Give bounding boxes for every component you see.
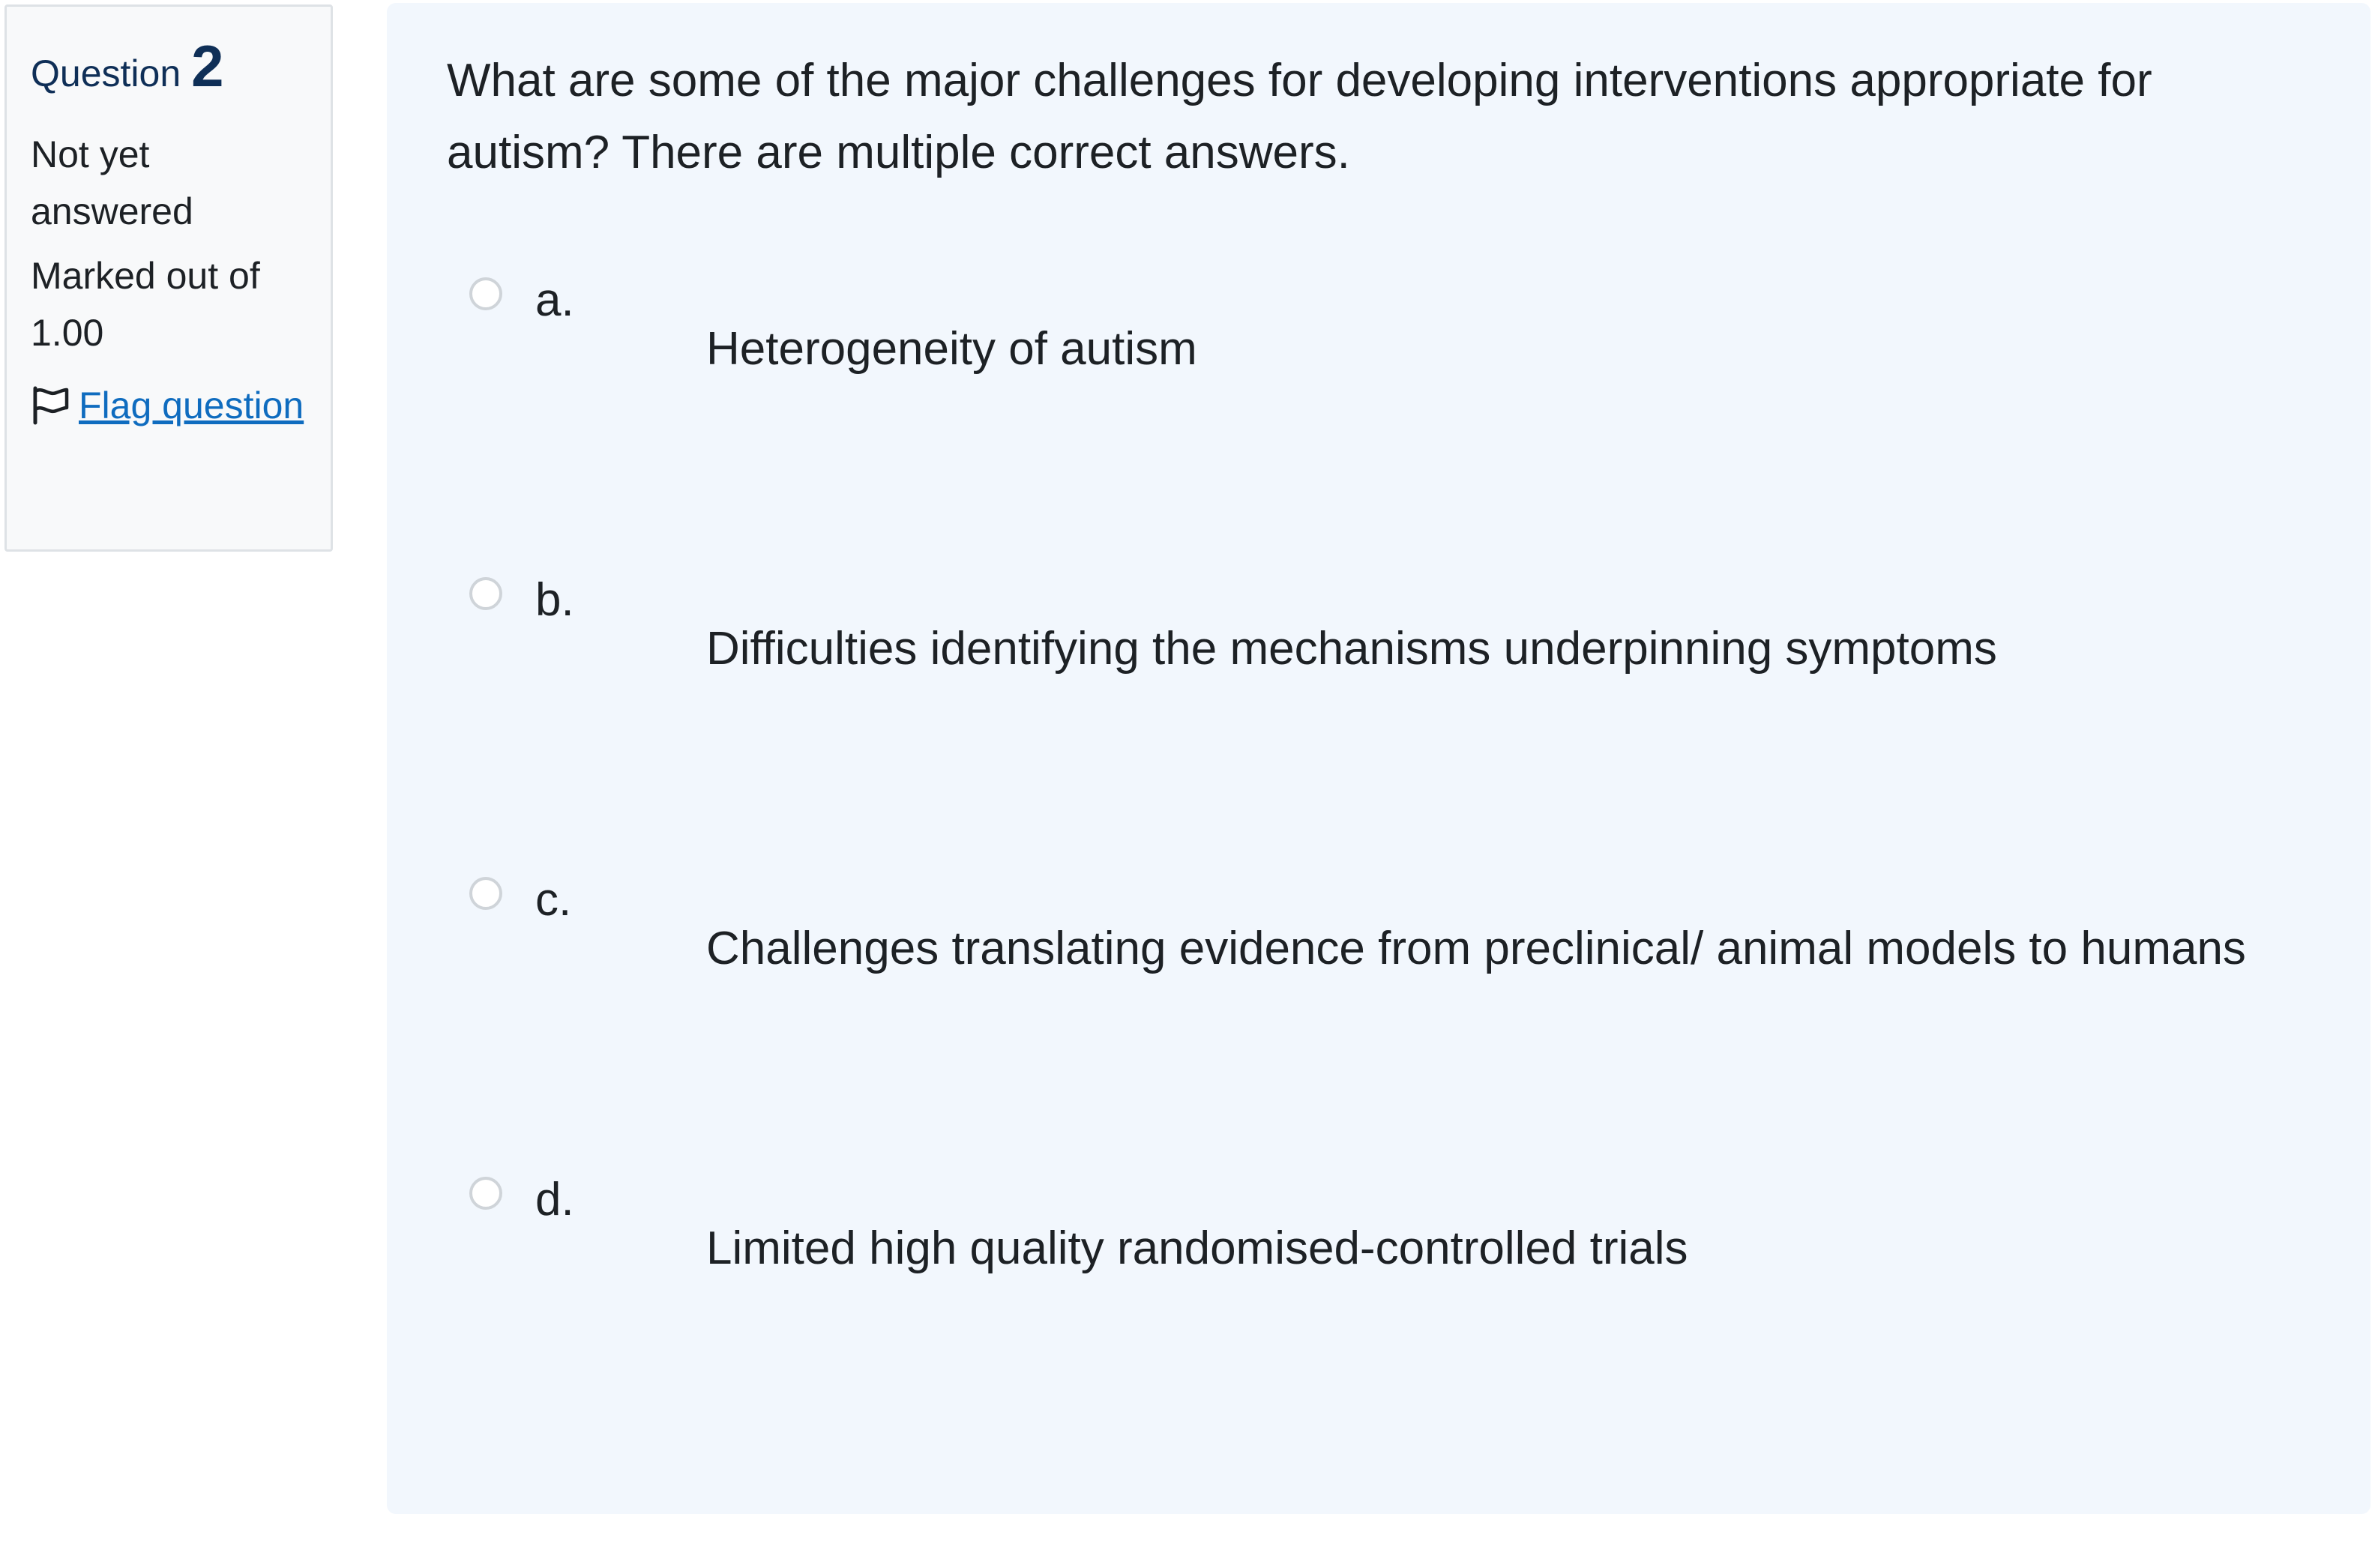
answer-letter: d. bbox=[535, 1174, 574, 1225]
answer-option-b[interactable] bbox=[447, 574, 2311, 877]
answer-label[interactable]: Heterogeneity of autism bbox=[706, 323, 1197, 375]
answer-option-a[interactable] bbox=[447, 274, 2311, 577]
answer-letter: b. bbox=[535, 574, 574, 626]
answer-label[interactable]: Challenges translating evidence from preclinical/ animal models to humans bbox=[706, 923, 2246, 974]
answer-radio-c[interactable] bbox=[469, 877, 502, 910]
answer-label[interactable]: Limited high quality randomised-controlled trials bbox=[706, 1222, 1688, 1274]
answer-option-d[interactable] bbox=[447, 1174, 2311, 1477]
answer-radio-a[interactable] bbox=[469, 277, 502, 310]
question-number-heading bbox=[31, 32, 307, 100]
question-content bbox=[387, 3, 2371, 1514]
question-grade: Marked out of 1.00 bbox=[31, 255, 260, 354]
question-state: Not yet answered bbox=[31, 133, 193, 232]
question-info-panel bbox=[4, 4, 333, 552]
answer-label[interactable]: Difficulties identifying the mechanisms underpinning symptoms bbox=[706, 623, 1997, 675]
flag-question-link[interactable]: Flag question bbox=[79, 385, 304, 426]
answer-list bbox=[447, 274, 2311, 1477]
answer-option-c[interactable] bbox=[447, 874, 2311, 1177]
question-number: 2 bbox=[191, 33, 224, 99]
answer-letter: c. bbox=[535, 874, 572, 926]
question-text: What are some of the major challenges for developing interventions appropriate for autism? There are multiple correct answers. bbox=[447, 55, 2152, 178]
answer-letter: a. bbox=[535, 274, 574, 326]
flag-icon bbox=[31, 385, 71, 426]
answer-radio-b[interactable] bbox=[469, 577, 502, 610]
flag-question-control[interactable] bbox=[31, 384, 307, 427]
question-label: Question bbox=[31, 52, 181, 94]
answer-radio-d[interactable] bbox=[469, 1177, 502, 1210]
